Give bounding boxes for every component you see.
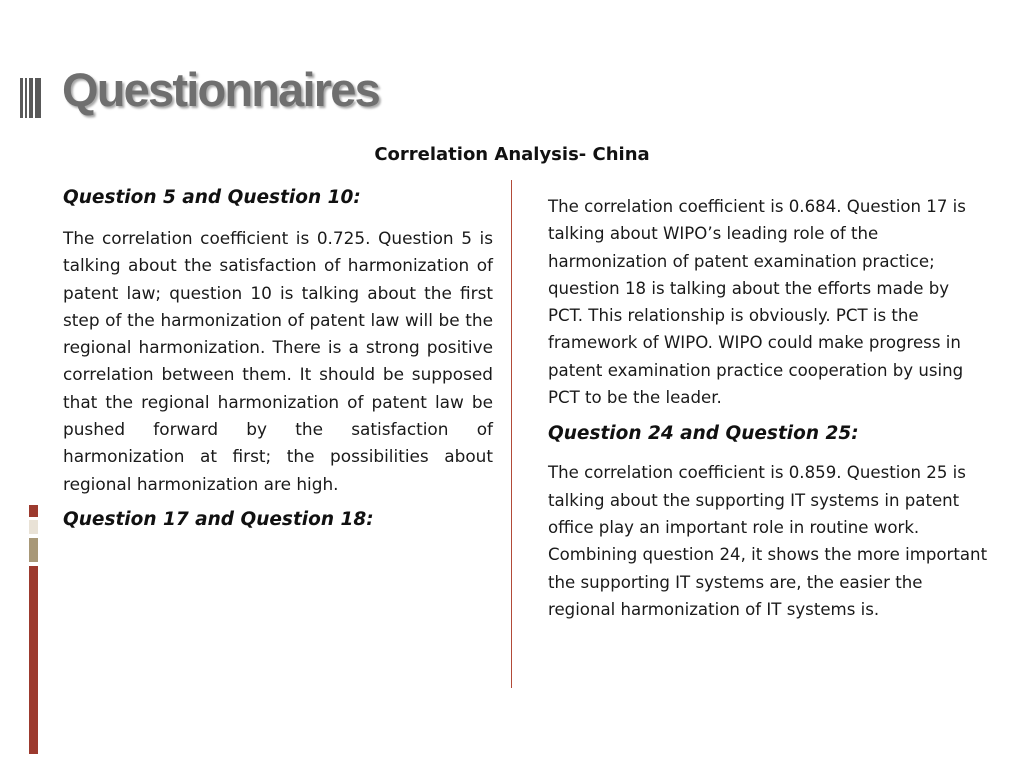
slide-subtitle: Correlation Analysis- China (374, 144, 650, 165)
question-heading-17-18: Question 17 and Question 18: (63, 508, 374, 530)
accent-bar-segment (29, 538, 38, 562)
question-paragraph-24-25: The correlation coefficient is 0.859. Question 25 is talking about the supporting IT systems in patent office play an important role in routine work. Combining question 24, it shows the more important the supporting IT systems are, the easier the regional harmonization of IT systems is. (548, 463, 988, 619)
left-column (63, 184, 493, 533)
title-decoration (20, 78, 42, 118)
accent-bar-segment (29, 566, 38, 754)
question-heading-24-25: Question 24 and Question 25: (548, 423, 859, 445)
question-paragraph-17-18: The correlation coefficient is 0.684. Question 17 is talking about WIPO’s leading role of the harmonization of patent examination practice; question 18 is talking about the efforts made by PCT. This relationship is obviously. PCT is the framework of WIPO. WIPO could make progress in patent examination practice cooperation by using PCT to be the leader. (548, 197, 966, 408)
accent-bar-segment (29, 520, 38, 534)
accent-bar-segment (29, 505, 38, 517)
column-divider (511, 180, 512, 688)
right-column (548, 193, 988, 623)
question-heading-5-10: Question 5 and Question 10: (63, 187, 361, 208)
page-title: Questionnaires (62, 63, 379, 116)
question-paragraph-5-10: The correlation coefficient is 0.725. Question 5 is talking about the satisfaction of harmonization of patent law; question 10 is talking about the first step of the harmonization of patent law will be the regional harmonization. There is a strong positive correlation between them. It should be supposed that the regional harmonization of patent law be pushed forward by the satisfaction of harmonization at first; the possibilities about regional harmonization are high. (63, 228, 493, 494)
